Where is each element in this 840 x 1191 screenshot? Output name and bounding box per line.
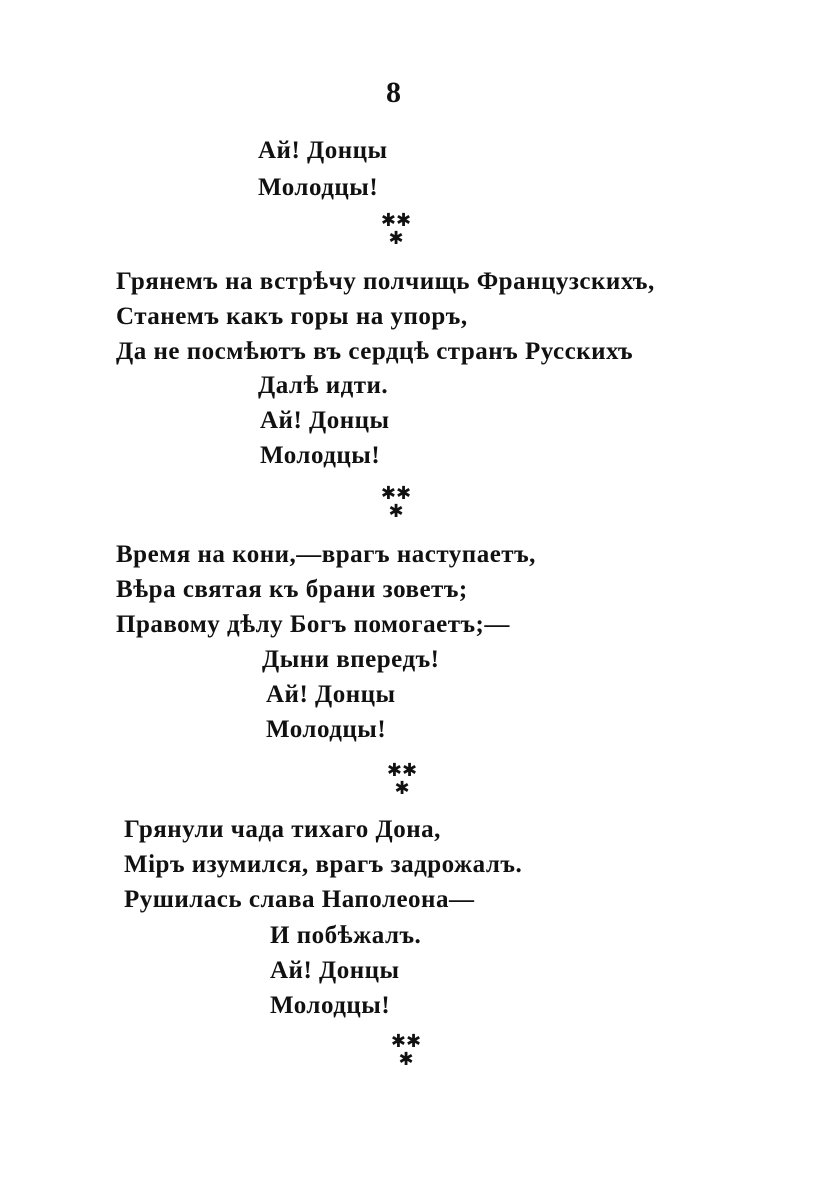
verse-line: И побѣжалъ. xyxy=(270,922,422,949)
asterism-divider xyxy=(382,762,422,798)
verse-line: Дыни впередъ! xyxy=(262,646,440,673)
refrain-line: Молодцы! xyxy=(260,442,381,469)
asterism-divider xyxy=(386,1033,426,1069)
refrain-line: Молодцы! xyxy=(258,174,379,201)
asterism-star-bottom: ✱ xyxy=(398,1049,414,1070)
asterism-star-bottom: ✱ xyxy=(394,778,410,799)
verse-line: Время на кони,—врагъ наступаетъ, xyxy=(116,541,536,568)
asterism-stars-top: ✱✱ xyxy=(386,760,418,781)
asterism-star-bottom: ✱ xyxy=(388,228,404,249)
asterism-stars-top: ✱✱ xyxy=(380,210,412,231)
verse-line: Грянемъ на встрѣчу полчищь Французскихъ, xyxy=(116,268,655,295)
refrain-line: Молодцы! xyxy=(266,716,387,743)
asterism-stars-top: ✱✱ xyxy=(390,1031,422,1052)
verse-line: Станемъ какъ горы на упоръ, xyxy=(116,303,468,330)
verse-line: Далѣ идти. xyxy=(258,372,389,399)
page-number: 8 xyxy=(386,76,401,109)
verse-line: Вѣра святая къ брани зоветъ; xyxy=(116,576,468,603)
refrain-line: Ай! Донцы xyxy=(266,681,396,708)
refrain-line: Ай! Донцы xyxy=(260,407,390,434)
asterism-star-bottom: ✱ xyxy=(388,501,404,522)
verse-line: Рушилась слава Наполеона— xyxy=(124,886,475,913)
asterism-stars-top: ✱✱ xyxy=(380,483,412,504)
asterism-divider xyxy=(376,485,416,521)
refrain-line: Ай! Донцы xyxy=(258,137,388,164)
asterism-divider xyxy=(376,212,416,248)
refrain-line: Ай! Донцы xyxy=(270,957,400,984)
verse-line: Міръ изумился, врагъ задрожалъ. xyxy=(124,851,523,878)
refrain-line: Молодцы! xyxy=(270,992,391,1019)
verse-line: Да не посмѣютъ въ сердцѣ странъ Русскихъ xyxy=(116,338,634,365)
verse-line: Грянули чада тихаго Дона, xyxy=(124,816,441,843)
verse-line: Правому дѣлу Богъ помогаетъ;— xyxy=(116,611,510,638)
